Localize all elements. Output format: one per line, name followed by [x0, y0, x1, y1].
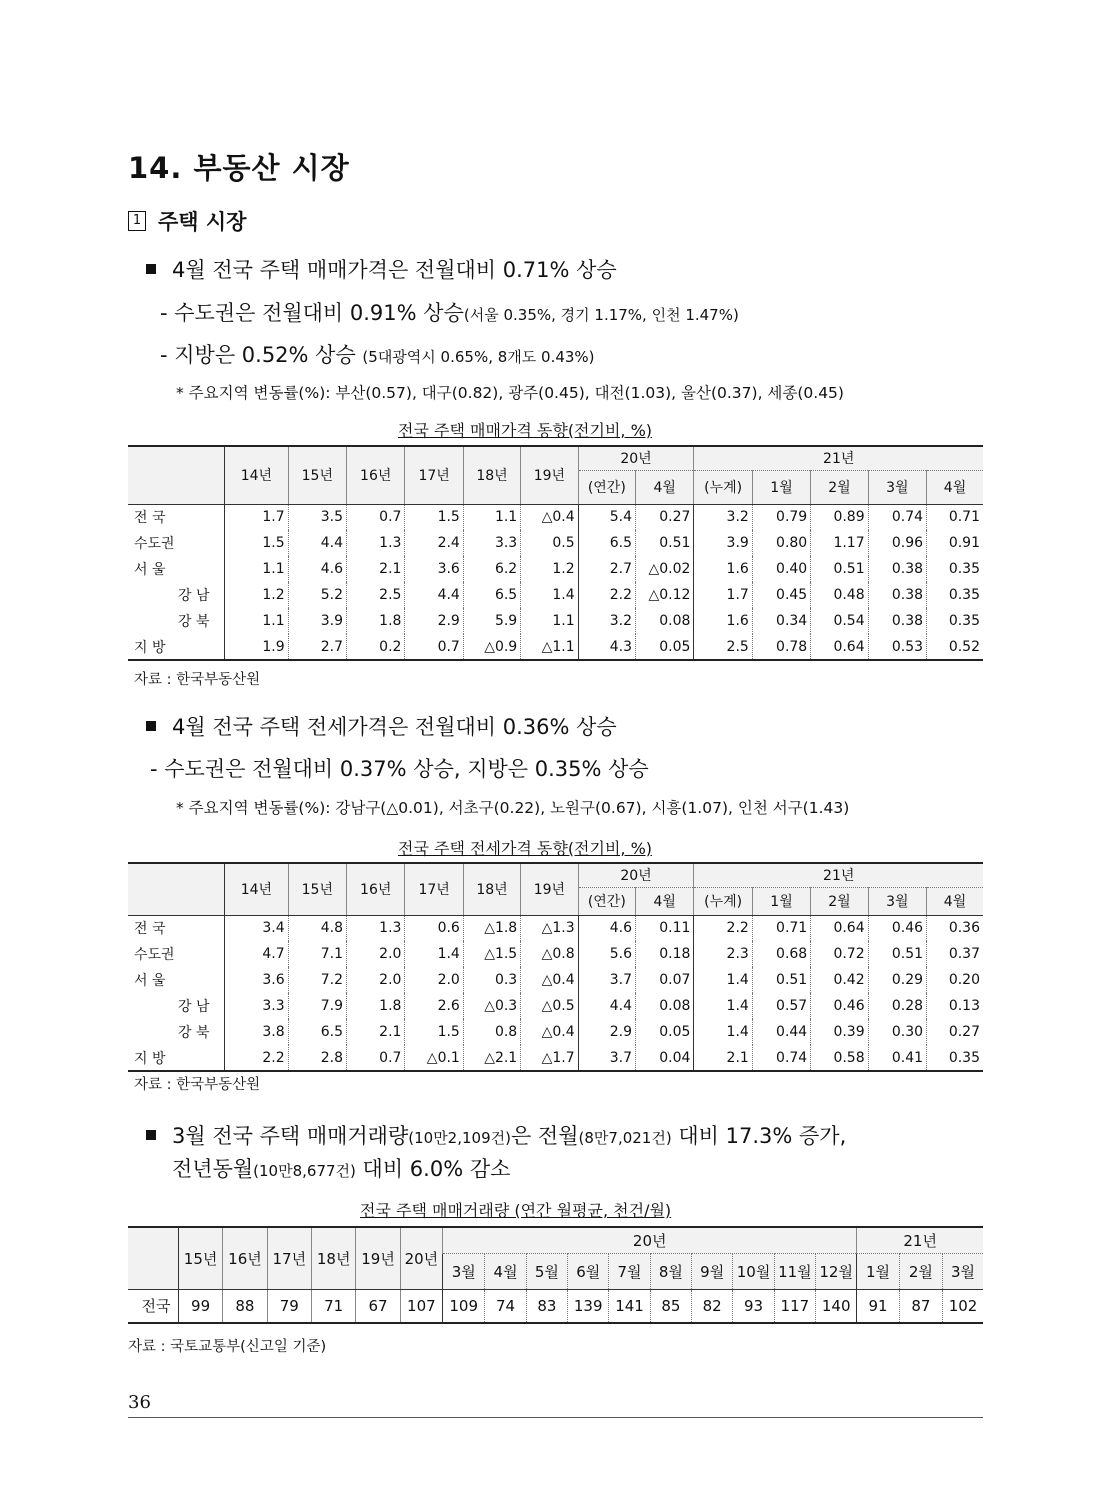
table-cell: △1.5	[463, 941, 520, 967]
table-cell: 0.40	[752, 556, 810, 582]
table-cell: 0.58	[811, 1045, 868, 1071]
header-month: 10월	[733, 1253, 774, 1289]
table-cell: 91	[857, 1289, 899, 1323]
row-label: 전 국	[128, 504, 225, 530]
table-cell: 0.8	[463, 1019, 520, 1045]
volume-table-caption: 전국 주택 매매거래량 (연간 월평균, 천건/월)	[360, 1201, 672, 1220]
table-cell: 1.1	[463, 504, 520, 530]
table-cell: 3.5	[288, 504, 346, 530]
header-year: 14년	[225, 863, 288, 915]
table-row	[128, 634, 983, 660]
header-month: 8월	[650, 1253, 691, 1289]
header-sub: 4월	[927, 470, 983, 504]
table-cell: 4.4	[405, 582, 463, 608]
table-cell: 0.39	[811, 1019, 868, 1045]
table-cell: △1.1	[521, 634, 578, 660]
header-year: 18년	[311, 1227, 355, 1289]
row-label: 서 울	[128, 556, 225, 582]
row-label: 전국	[128, 1289, 178, 1323]
header-month: 6월	[568, 1253, 609, 1289]
volume-text: 대비 6.0% 감소	[355, 1157, 511, 1181]
table-cell: 0.38	[868, 556, 926, 582]
header-sub: 3월	[868, 887, 926, 915]
table-cell: 0.27	[927, 1019, 983, 1045]
header-year: 15년	[288, 863, 346, 915]
row-label: 수도권	[128, 530, 225, 556]
header-month: 3월	[943, 1253, 983, 1289]
table-cell: 2.5	[694, 634, 752, 660]
sale-price-table	[128, 445, 983, 661]
table-cell: 0.42	[811, 967, 868, 993]
table-cell: 7.1	[288, 941, 346, 967]
sale-price-note: * 주요지역 변동률(%): 부산(0.57), 대구(0.82), 광주(0.45), 대전(1.03), 울산(0.37), 세종(0.45)	[176, 384, 844, 402]
table-corner	[128, 446, 225, 504]
table-cell: 74	[485, 1289, 526, 1323]
table-row	[128, 556, 983, 582]
volume-text: 대비 17.3% 증가,	[671, 1124, 847, 1148]
table-cell: 0.7	[347, 504, 405, 530]
table-cell: 102	[943, 1289, 983, 1323]
footer-divider	[128, 1417, 983, 1418]
table-cell: 0.6	[405, 915, 463, 941]
header-year: 14년	[225, 446, 288, 504]
header-year: 17년	[267, 1227, 311, 1289]
table-cell: △0.02	[636, 556, 694, 582]
table-cell: 71	[311, 1289, 355, 1323]
table-cell: △0.4	[521, 1019, 578, 1045]
table-cell: 0.07	[636, 967, 694, 993]
table-cell: 109	[443, 1289, 485, 1323]
table-cell: 4.6	[578, 915, 635, 941]
table-cell: 1.7	[694, 582, 752, 608]
table-cell: 0.80	[752, 530, 810, 556]
section-title: 14. 부동산 시장	[128, 151, 350, 185]
table-cell: 67	[356, 1289, 400, 1323]
table-cell: 0.04	[636, 1045, 694, 1071]
table-cell: 0.11	[636, 915, 694, 941]
jeonse-table-source: 자료 : 한국부동산원	[134, 1077, 261, 1093]
table-cell: 6.2	[463, 556, 520, 582]
table-cell: 0.46	[868, 915, 926, 941]
table-cell: 0.38	[868, 608, 926, 634]
table-cell: 3.7	[578, 967, 635, 993]
table-cell: 107	[400, 1289, 442, 1323]
table-cell: 2.0	[347, 967, 405, 993]
table-row	[128, 915, 983, 941]
table-cell: △0.12	[636, 582, 694, 608]
header-year: 16년	[347, 863, 405, 915]
table-cell: 85	[650, 1289, 691, 1323]
table-cell: △1.3	[521, 915, 578, 941]
row-label: 강 남	[128, 993, 225, 1019]
region-main-text: - 지방은 0.52% 상승	[160, 343, 363, 367]
table-cell: 5.4	[578, 504, 635, 530]
table-cell: 2.3	[694, 941, 752, 967]
table-cell: 0.37	[927, 941, 983, 967]
header-month: 1월	[857, 1253, 899, 1289]
table-cell: 1.8	[347, 608, 405, 634]
region-detail-text: (5대광역시 0.65%, 8개도 0.43%)	[362, 348, 595, 366]
subsection-title-text: 주택 시장	[158, 210, 247, 234]
header-year: 16년	[347, 446, 405, 504]
page-number: 36	[128, 1392, 151, 1413]
table-cell: 141	[609, 1289, 650, 1323]
table-cell: 1.2	[225, 582, 288, 608]
table-cell: 1.17	[811, 530, 868, 556]
table-cell: 0.51	[811, 556, 868, 582]
table-cell: 0.38	[868, 582, 926, 608]
table-cell: 0.68	[752, 941, 810, 967]
jeonse-table-caption: 전국 주택 전세가격 동향(전기비, %)	[398, 839, 653, 858]
jeonse-note: * 주요지역 변동률(%): 강남구(△0.01), 서초구(0.22), 노원구(0.67), 시흥(1.07), 인천 서구(1.43)	[176, 799, 850, 817]
table-cell: 1.7	[225, 504, 288, 530]
header-month: 12월	[816, 1253, 857, 1289]
header-sub: 4월	[927, 887, 983, 915]
table-cell: 0.96	[868, 530, 926, 556]
sale-price-region	[160, 339, 595, 369]
table-cell: 0.72	[811, 941, 868, 967]
table-row	[128, 993, 983, 1019]
row-label: 수도권	[128, 941, 225, 967]
table-cell: 0.35	[927, 608, 983, 634]
table-cell: 1.9	[225, 634, 288, 660]
table-row	[128, 1045, 983, 1071]
header-group-20: 20년	[443, 1227, 857, 1253]
table-cell: 88	[223, 1289, 267, 1323]
jeonse-headline	[146, 711, 617, 741]
table-cell: 3.3	[463, 530, 520, 556]
table-cell: 1.1	[521, 608, 578, 634]
table-cell: 1.3	[347, 530, 405, 556]
table-row	[128, 941, 983, 967]
table-corner	[128, 1227, 178, 1289]
table-cell: 0.30	[868, 1019, 926, 1045]
table-cell: 2.7	[578, 556, 635, 582]
table-cell: 1.4	[694, 993, 752, 1019]
jeonse-sub: - 수도권은 전월대비 0.37% 상승, 지방은 0.35% 상승	[150, 757, 649, 781]
volume-table	[128, 1226, 983, 1324]
row-label: 강 북	[128, 1019, 225, 1045]
row-label: 강 남	[128, 582, 225, 608]
table-cell: 1.4	[694, 967, 752, 993]
table-cell: 82	[692, 1289, 733, 1323]
volume-text: 은 전월	[510, 1124, 579, 1148]
table-cell: 6.5	[578, 530, 635, 556]
table-cell: 1.5	[405, 1019, 463, 1045]
table-cell: △0.4	[521, 504, 578, 530]
table-cell: 5.2	[288, 582, 346, 608]
table-cell: △0.1	[405, 1045, 463, 1071]
table-cell: 3.2	[694, 504, 752, 530]
table-cell: 0.35	[927, 556, 983, 582]
header-year: 19년	[521, 446, 578, 504]
table-cell: 2.1	[347, 1019, 405, 1045]
table-cell: 0.45	[752, 582, 810, 608]
table-cell: 79	[267, 1289, 311, 1323]
table-cell: 0.52	[927, 634, 983, 660]
volume-text: 전년동월	[172, 1157, 254, 1181]
table-cell: 0.64	[811, 634, 868, 660]
sale-table-source: 자료 : 한국부동산원	[134, 672, 261, 688]
sale-price-headline	[146, 254, 617, 284]
subsection-title	[128, 206, 246, 236]
table-cell: 1.6	[694, 556, 752, 582]
header-sub: 3월	[868, 470, 926, 504]
table-cell: 0.3	[463, 967, 520, 993]
header-year: 20년	[400, 1227, 442, 1289]
header-sub: (연간)	[578, 887, 635, 915]
header-year: 19년	[356, 1227, 400, 1289]
table-cell: 140	[816, 1289, 857, 1323]
table-cell: 0.36	[927, 915, 983, 941]
header-month: 5월	[526, 1253, 567, 1289]
table-cell: △2.1	[463, 1045, 520, 1071]
table-cell: △0.4	[521, 967, 578, 993]
table-cell: △0.5	[521, 993, 578, 1019]
header-month: 2월	[899, 1253, 942, 1289]
volume-line2	[172, 1153, 510, 1183]
table-cell: 0.35	[927, 582, 983, 608]
table-cell: △0.9	[463, 634, 520, 660]
table-corner	[128, 863, 225, 915]
table-cell: 0.46	[811, 993, 868, 1019]
table-cell: 0.51	[752, 967, 810, 993]
table-cell: 0.08	[636, 993, 694, 1019]
header-year: 18년	[463, 863, 520, 915]
header-year: 17년	[405, 446, 463, 504]
sale-price-capital	[160, 297, 739, 327]
capital-detail-text: (서울 0.35%, 경기 1.17%, 인천 1.47%)	[463, 306, 739, 324]
table-cell: 0.2	[347, 634, 405, 660]
jeonse-price-table	[128, 862, 983, 1072]
table-cell: △1.8	[463, 915, 520, 941]
header-year: 17년	[405, 863, 463, 915]
volume-text: (8만7,021건)	[578, 1129, 672, 1147]
table-cell: 0.64	[811, 915, 868, 941]
table-cell: △0.8	[521, 941, 578, 967]
table-cell: 0.44	[752, 1019, 810, 1045]
table-cell: 1.4	[521, 582, 578, 608]
row-label: 전 국	[128, 915, 225, 941]
table-cell: 3.9	[288, 608, 346, 634]
table-cell: 2.2	[225, 1045, 288, 1071]
table-cell: 1.4	[694, 1019, 752, 1045]
table-row	[128, 1019, 983, 1045]
table-row	[128, 608, 983, 634]
table-cell: 2.0	[405, 967, 463, 993]
header-month: 4월	[485, 1253, 526, 1289]
header-sub: 4월	[636, 887, 694, 915]
subsection-number-box: 1	[128, 211, 146, 231]
header-group-21: 21년	[857, 1227, 983, 1253]
row-label: 지 방	[128, 1045, 225, 1071]
header-year: 19년	[521, 863, 578, 915]
table-cell: 0.71	[752, 915, 810, 941]
table-cell: 6.5	[463, 582, 520, 608]
table-cell: 87	[899, 1289, 942, 1323]
table-cell: 0.51	[636, 530, 694, 556]
table-cell: 0.28	[868, 993, 926, 1019]
table-cell: 1.2	[521, 556, 578, 582]
table-cell: 0.34	[752, 608, 810, 634]
table-cell: 0.48	[811, 582, 868, 608]
header-group-21: 21년	[694, 863, 983, 887]
table-cell: 0.35	[927, 1045, 983, 1071]
table-cell: 1.5	[225, 530, 288, 556]
header-year: 15년	[288, 446, 346, 504]
table-cell: 0.57	[752, 993, 810, 1019]
volume-line1	[146, 1120, 846, 1150]
table-cell: 0.08	[636, 608, 694, 634]
table-cell: 0.5	[521, 530, 578, 556]
table-cell: 0.53	[868, 634, 926, 660]
volume-text: 3월 전국 주택 매매거래량	[172, 1124, 409, 1148]
table-cell: 3.6	[225, 967, 288, 993]
header-sub: 1월	[752, 887, 810, 915]
square-bullet-icon	[146, 721, 156, 731]
table-cell: 0.78	[752, 634, 810, 660]
table-cell: 0.27	[636, 504, 694, 530]
table-row	[128, 530, 983, 556]
table-cell: 2.4	[405, 530, 463, 556]
volume-text: (10만8,677건)	[253, 1162, 356, 1180]
table-cell: △1.7	[521, 1045, 578, 1071]
table-cell: 1.6	[694, 608, 752, 634]
table-cell: 2.1	[694, 1045, 752, 1071]
header-group-20: 20년	[578, 446, 694, 470]
table-cell: 7.2	[288, 967, 346, 993]
volume-table-source: 자료 : 국토교통부(신고일 기준)	[128, 1339, 327, 1355]
table-cell: 1.4	[405, 941, 463, 967]
table-cell: 0.05	[636, 634, 694, 660]
table-cell: △0.3	[463, 993, 520, 1019]
table-cell: 1.3	[347, 915, 405, 941]
table-row	[128, 504, 983, 530]
header-sub: 2월	[811, 887, 868, 915]
table-cell: 7.9	[288, 993, 346, 1019]
header-month: 7월	[609, 1253, 650, 1289]
table-cell: 2.2	[694, 915, 752, 941]
table-cell: 3.7	[578, 1045, 635, 1071]
table-cell: 3.6	[405, 556, 463, 582]
square-bullet-icon	[146, 264, 156, 274]
header-year: 15년	[178, 1227, 222, 1289]
table-cell: 1.5	[405, 504, 463, 530]
table-cell: 83	[526, 1289, 567, 1323]
table-cell: 139	[568, 1289, 609, 1323]
header-year: 18년	[463, 446, 520, 504]
capital-main-text: - 수도권은 전월대비 0.91% 상승	[160, 301, 464, 325]
sale-price-headline-text: 4월 전국 주택 매매가격은 전월대비 0.71% 상승	[172, 258, 617, 282]
table-cell: 0.91	[927, 530, 983, 556]
table-cell: 3.3	[225, 993, 288, 1019]
table-cell: 0.89	[811, 504, 868, 530]
table-cell: 4.4	[288, 530, 346, 556]
table-cell: 93	[733, 1289, 774, 1323]
table-cell: 3.2	[578, 608, 635, 634]
table-cell: 0.18	[636, 941, 694, 967]
table-cell: 3.4	[225, 915, 288, 941]
table-cell: 2.2	[578, 582, 635, 608]
table-cell: 99	[178, 1289, 222, 1323]
table-cell: 0.74	[868, 504, 926, 530]
table-cell: 4.3	[578, 634, 635, 660]
header-sub: (누계)	[694, 470, 752, 504]
header-sub: 1월	[752, 470, 810, 504]
table-cell: 3.9	[694, 530, 752, 556]
header-sub: (연간)	[578, 470, 635, 504]
header-group-21: 21년	[694, 446, 983, 470]
table-cell: 2.9	[405, 608, 463, 634]
header-sub: (누계)	[694, 887, 752, 915]
table-cell: 0.74	[752, 1045, 810, 1071]
table-cell: 1.8	[347, 993, 405, 1019]
table-cell: 0.54	[811, 608, 868, 634]
header-year: 16년	[223, 1227, 267, 1289]
table-row	[128, 967, 983, 993]
header-group-20: 20년	[578, 863, 694, 887]
table-cell: 0.13	[927, 993, 983, 1019]
table-cell: 0.79	[752, 504, 810, 530]
table-cell: 117	[774, 1289, 815, 1323]
table-cell: 0.7	[347, 1045, 405, 1071]
table-cell: 4.7	[225, 941, 288, 967]
square-bullet-icon	[146, 1130, 156, 1140]
table-cell: 0.51	[868, 941, 926, 967]
table-cell: 5.6	[578, 941, 635, 967]
table-cell: 0.41	[868, 1045, 926, 1071]
table-cell: 0.71	[927, 504, 983, 530]
header-month: 9월	[692, 1253, 733, 1289]
table-cell: 0.20	[927, 967, 983, 993]
table-cell: 0.05	[636, 1019, 694, 1045]
table-cell: 2.6	[405, 993, 463, 1019]
table-cell: 2.8	[288, 1045, 346, 1071]
table-cell: 2.0	[347, 941, 405, 967]
table-cell: 4.6	[288, 556, 346, 582]
table-cell: 4.8	[288, 915, 346, 941]
table-cell: 2.7	[288, 634, 346, 660]
table-cell: 2.5	[347, 582, 405, 608]
header-sub: 2월	[811, 470, 868, 504]
table-cell: 0.29	[868, 967, 926, 993]
table-cell: 2.1	[347, 556, 405, 582]
table-cell: 6.5	[288, 1019, 346, 1045]
header-sub: 4월	[636, 470, 694, 504]
jeonse-headline-text: 4월 전국 주택 전세가격은 전월대비 0.36% 상승	[172, 715, 617, 739]
row-label: 강 북	[128, 608, 225, 634]
row-label: 지 방	[128, 634, 225, 660]
table-cell: 1.1	[225, 608, 288, 634]
table-cell: 1.1	[225, 556, 288, 582]
header-month: 11월	[774, 1253, 815, 1289]
table-cell: 3.8	[225, 1019, 288, 1045]
volume-text: (10만2,109건)	[408, 1129, 511, 1147]
table-cell: 2.9	[578, 1019, 635, 1045]
table-row	[128, 582, 983, 608]
header-month: 3월	[443, 1253, 485, 1289]
row-label: 서 울	[128, 967, 225, 993]
table-cell: 0.7	[405, 634, 463, 660]
table-cell: 4.4	[578, 993, 635, 1019]
table-cell: 5.9	[463, 608, 520, 634]
sale-table-caption: 전국 주택 매매가격 동향(전기비, %)	[398, 421, 653, 440]
